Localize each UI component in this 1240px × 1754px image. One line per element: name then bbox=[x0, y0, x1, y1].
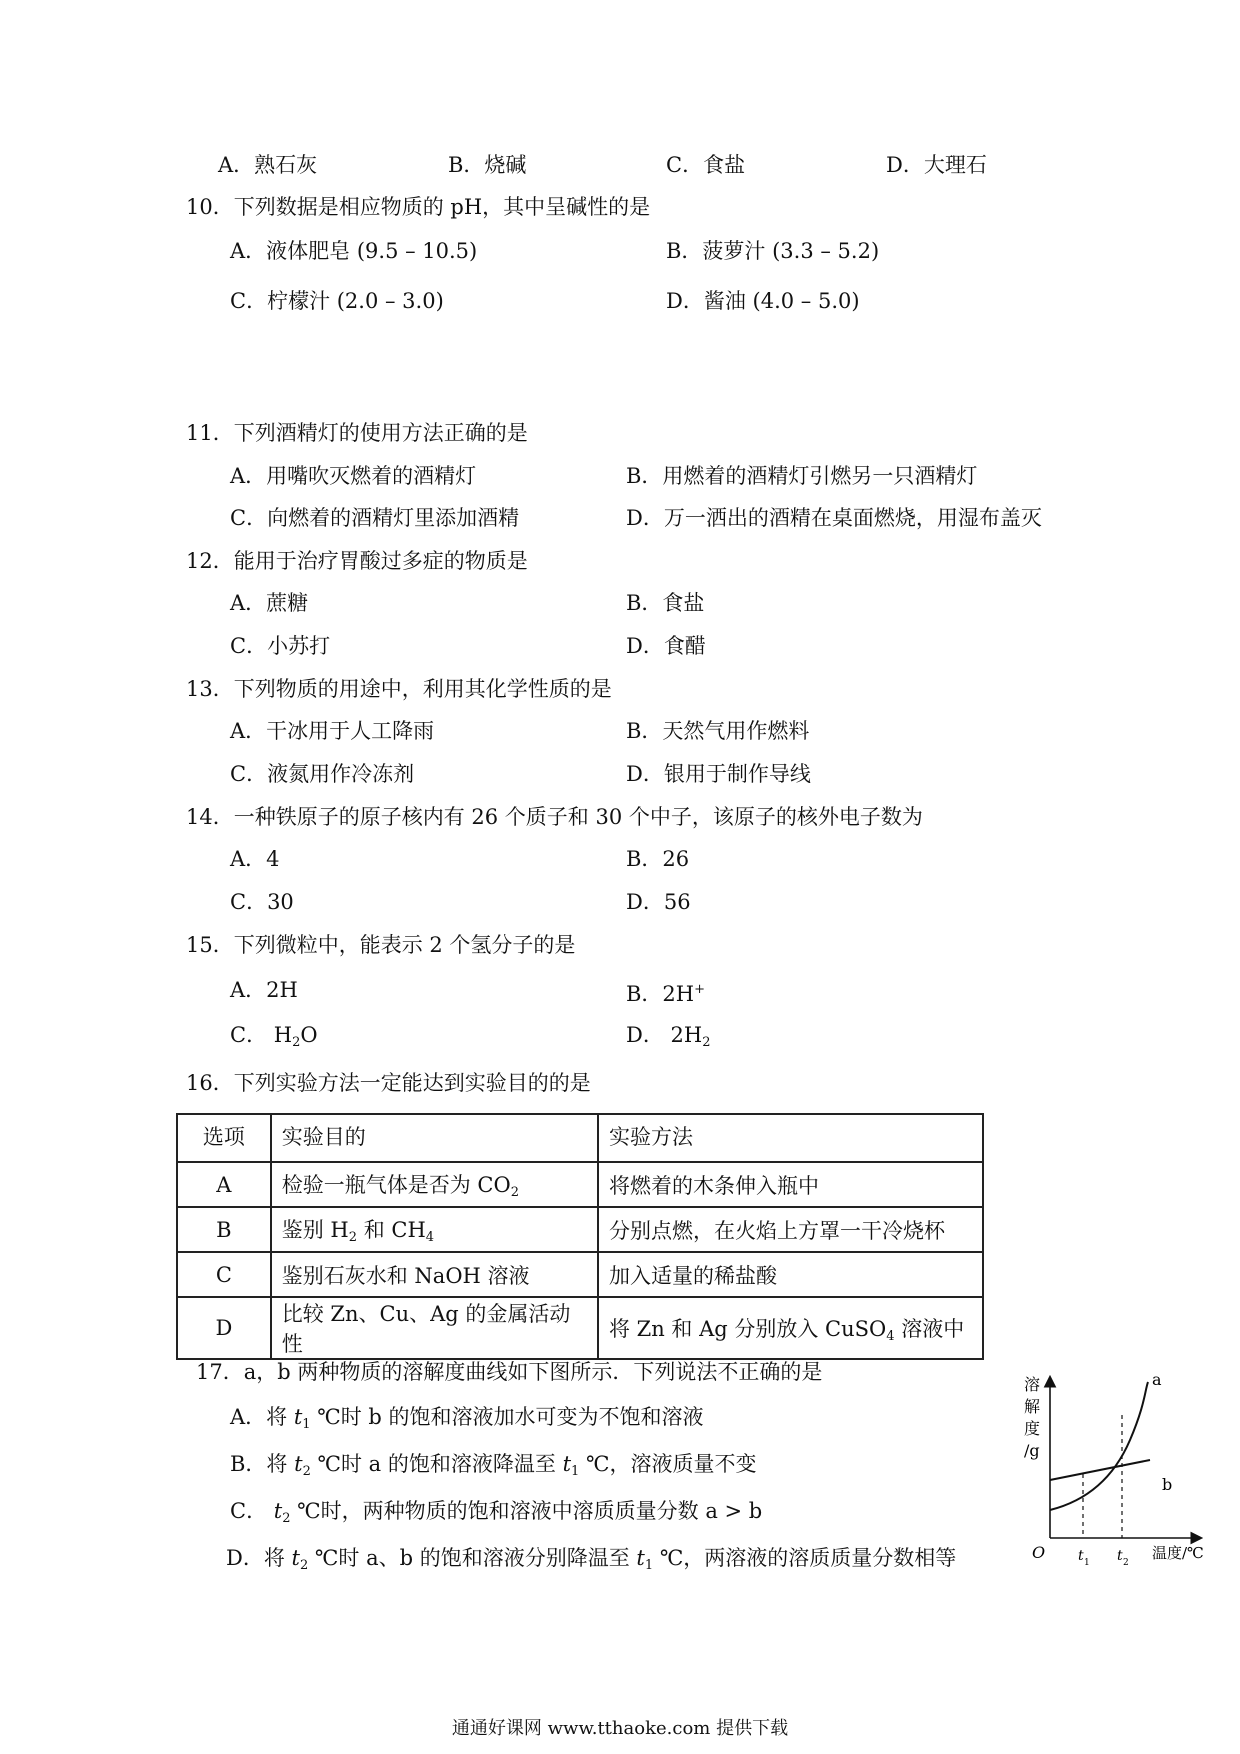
q13-option-a: A．干冰用于人工降雨 bbox=[230, 719, 435, 743]
origin-label: O bbox=[1032, 1543, 1046, 1562]
q17-option-b: B．将 $t_2$ ℃时 a 的饱和溶液降温至 $t_1$ ℃，溶液质量不变 bbox=[230, 1452, 757, 1479]
q15-stem: 15．下列微粒中，能表示 2 个氢分子的是 bbox=[186, 933, 576, 957]
q11-stem: 11．下列酒精灯的使用方法正确的是 bbox=[186, 421, 528, 445]
q11-option-b: B．用燃着的酒精灯引燃另一只酒精灯 bbox=[626, 464, 978, 488]
q9-option-c: C．食盐 bbox=[666, 153, 746, 177]
q17-option-a: A．将 $t_1$ ℃时 b 的饱和溶液加水可变为不饱和溶液 bbox=[230, 1405, 704, 1432]
curve-a-label: a bbox=[1152, 1370, 1162, 1389]
header-option: 选项 bbox=[177, 1114, 271, 1162]
q10-option-c: C．柠檬汁 (2.0 – 3.0) bbox=[230, 289, 444, 313]
row-option: C bbox=[177, 1252, 271, 1297]
q10-option-b: B．菠萝汁 (3.3 – 5.2) bbox=[666, 239, 880, 263]
q17-option-d: D．将 $t_2$ ℃时 a、b 的饱和溶液分别降温至 $t_1$ ℃，两溶液的溶质质量分数相等 bbox=[226, 1546, 957, 1573]
t1-sub: 1 bbox=[1084, 1558, 1090, 1568]
q10-stem: 10．下列数据是相应物质的 pH，其中呈碱性的是 bbox=[186, 195, 651, 219]
q13-option-c: C．液氮用作冷冻剂 bbox=[230, 762, 415, 786]
q17-option-c: C． $t_2$ ℃时，两种物质的饱和溶液中溶质质量分数 a > b bbox=[230, 1499, 763, 1526]
q12-option-a: A．蔗糖 bbox=[230, 591, 309, 615]
q12-option-b: B．食盐 bbox=[626, 591, 705, 615]
q17-stem: 17．a，b 两种物质的溶解度曲线如下图所示．下列说法不正确的是 bbox=[196, 1360, 823, 1384]
q16-stem: 16．下列实验方法一定能达到实验目的的是 bbox=[186, 1071, 591, 1095]
q12-option-c: C．小苏打 bbox=[230, 634, 331, 658]
curve-b bbox=[1050, 1460, 1150, 1480]
page-footer: 通通好课网 www.tthaoke.com 提供下载 bbox=[451, 1718, 789, 1739]
q11-option-d: D．万一洒出的酒精在桌面燃烧，用湿布盖灭 bbox=[626, 506, 1042, 530]
header-method: 实验方法 bbox=[598, 1114, 983, 1162]
table-row bbox=[177, 1207, 983, 1252]
curve-b-label: b bbox=[1162, 1475, 1173, 1494]
row-goal: 鉴别 $H_2$ 和 $CH_4$ bbox=[271, 1207, 598, 1252]
q9-option-a: A．熟石灰 bbox=[218, 153, 318, 177]
row-goal: 比较 Zn、Cu、Ag 的金属活动性 bbox=[271, 1297, 598, 1359]
row-method: 将 Zn 和 Ag 分别放入 CuSO$_4$ 溶液中 bbox=[598, 1297, 983, 1359]
q14-option-b: B．26 bbox=[626, 847, 690, 871]
q12-stem: 12．能用于治疗胃酸过多症的物质是 bbox=[186, 549, 528, 573]
q11-option-a: A．用嘴吹灭燃着的酒精灯 bbox=[230, 464, 477, 488]
t2-sub: 2 bbox=[1123, 1558, 1129, 1568]
table-row bbox=[177, 1297, 983, 1359]
q14-stem: 14．一种铁原子的原子核内有 26 个质子和 30 个中子，该原子的核外电子数为 bbox=[186, 805, 923, 829]
y-label-3: 度 bbox=[1024, 1419, 1041, 1438]
q14-option-d: D．56 bbox=[626, 890, 691, 914]
y-label-2: 解 bbox=[1024, 1397, 1041, 1416]
row-goal: 鉴别石灰水和 NaOH 溶液 bbox=[271, 1252, 598, 1297]
q14-option-a: A．4 bbox=[230, 847, 280, 871]
q15-option-a: A．2H bbox=[230, 978, 298, 1002]
header-goal: 实验目的 bbox=[271, 1114, 598, 1162]
q11-option-c: C．向燃着的酒精灯里添加酒精 bbox=[230, 506, 520, 530]
t2-label: t bbox=[1117, 1548, 1123, 1564]
q13-stem: 13．下列物质的用途中，利用其化学性质的是 bbox=[186, 677, 612, 701]
row-option: A bbox=[177, 1162, 271, 1207]
solubility-curve-graph bbox=[1020, 1370, 1230, 1570]
row-method: 加入适量的稀盐酸 bbox=[598, 1252, 983, 1297]
q16-table bbox=[176, 1113, 984, 1360]
q15-option-b: B．2H+ bbox=[626, 982, 706, 1006]
table-row bbox=[177, 1162, 983, 1207]
q9-option-d: D．大理石 bbox=[886, 153, 987, 177]
q16-table-header bbox=[177, 1114, 983, 1162]
row-method: 分别点燃，在火焰上方罩一干冷烧杯 bbox=[598, 1207, 983, 1252]
q15-option-d: D． $2H_2$ bbox=[626, 1023, 711, 1050]
curve-a bbox=[1050, 1382, 1148, 1510]
q13-option-b: B．天然气用作燃料 bbox=[626, 719, 810, 743]
q10-option-a: A．液体肥皂 (9.5 – 10.5) bbox=[230, 239, 478, 263]
x-axis-label: 温度/℃ bbox=[1152, 1544, 1204, 1562]
q13-option-d: D．银用于制作导线 bbox=[626, 762, 811, 786]
q15-option-c: C． $H_2O$ bbox=[230, 1023, 318, 1050]
row-option: D bbox=[177, 1297, 271, 1359]
q14-option-c: C．30 bbox=[230, 890, 294, 914]
q12-option-d: D．食醋 bbox=[626, 634, 706, 658]
t1-label: t bbox=[1078, 1548, 1084, 1564]
y-label-1: 溶 bbox=[1024, 1375, 1041, 1394]
q9-option-b: B．烧碱 bbox=[448, 153, 527, 177]
row-method: 将燃着的木条伸入瓶中 bbox=[598, 1162, 983, 1207]
q10-option-d: D．酱油 (4.0 – 5.0) bbox=[666, 289, 860, 313]
y-label-4: /g bbox=[1024, 1441, 1040, 1460]
row-goal: 检验一瓶气体是否为 $CO_2$ bbox=[271, 1162, 598, 1207]
table-row bbox=[177, 1252, 983, 1297]
row-option: B bbox=[177, 1207, 271, 1252]
